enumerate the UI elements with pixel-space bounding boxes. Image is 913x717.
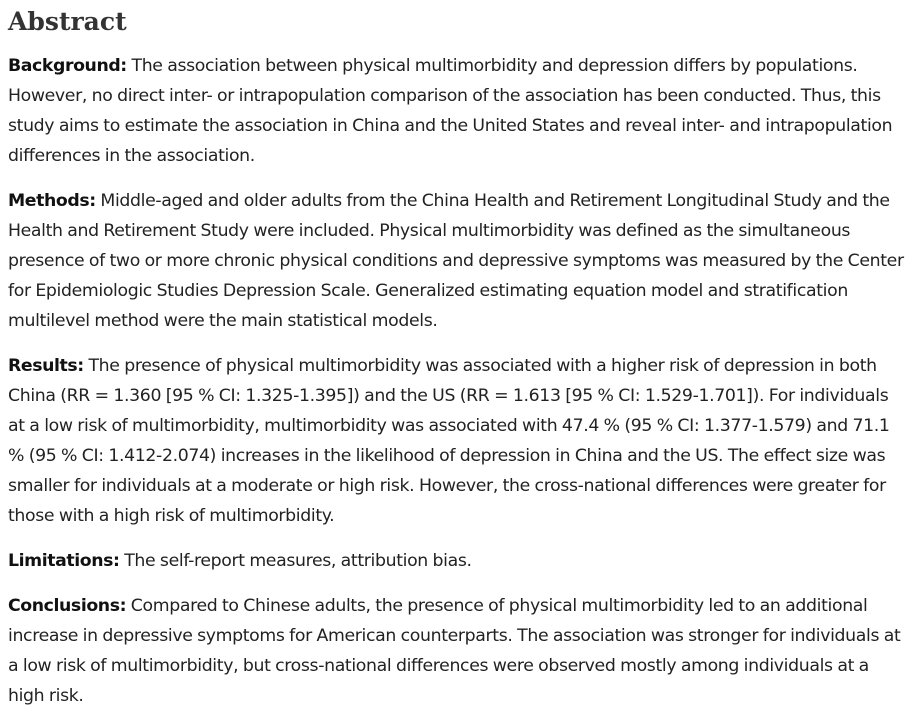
abstract-conclusions	[8, 591, 908, 711]
abstract-limitations	[8, 546, 908, 576]
abstract-section	[8, 0, 908, 711]
abstract-methods	[8, 186, 908, 336]
section-label-methods: Methods:	[8, 191, 96, 211]
section-label-results: Results:	[8, 356, 84, 376]
abstract-background	[8, 51, 908, 171]
section-text-methods: Middle-aged and older adults from the China Health and Retirement Longitudinal Study and the Health and Retirement Study were included. Physical multimorbidity was defined as the simultaneous presence of two or more chronic physical conditions and depressive symptoms was measured by the Center for Epidemiologic Studies Depression Scale. Generalized estimating equation model and stratification multilevel method were the main statistical models.	[8, 191, 904, 331]
abstract-results	[8, 351, 908, 531]
section-label-conclusions: Conclusions:	[8, 596, 127, 616]
section-text-results: The presence of physical multimorbidity was associated with a higher risk of depression in both China (RR = 1.360 [95 % CI: 1.325-1.395]) and the US (RR = 1.613 [95 % CI: 1.529-1.701]). For individuals at a low risk of multimorbidity, multimorbidity was associated with 47.4 % (95 % CI: 1.377-1.579) and 71.1 % (95 % CI: 1.412-2.074) increases in the likelihood of depression in China and the US. The effect size was smaller for individuals at a moderate or high risk. However, the cross-national differences were greater for those with a high risk of multimorbidity.	[8, 356, 890, 526]
section-text-conclusions: Compared to Chinese adults, the presence of physical multimorbidity led to an additional increase in depressive symptoms for American counterparts. The association was stronger for individuals at a low risk of multimorbidity, but cross-national differences were observed mostly among individuals at a high risk.	[8, 596, 901, 706]
section-text-limitations: The self-report measures, attribution bias.	[124, 551, 472, 571]
abstract-heading: Abstract	[8, 7, 127, 36]
section-text-background: The association between physical multimorbidity and depression differs by populations. However, no direct inter- or intrapopulation comparison of the association has been conducted. Thus, this study aims to estimate the association in China and the United States and reveal inter- and intrapopulation differences in the association.	[8, 56, 893, 166]
section-label-limitations: Limitations:	[8, 551, 120, 571]
section-label-background: Background:	[8, 56, 127, 76]
